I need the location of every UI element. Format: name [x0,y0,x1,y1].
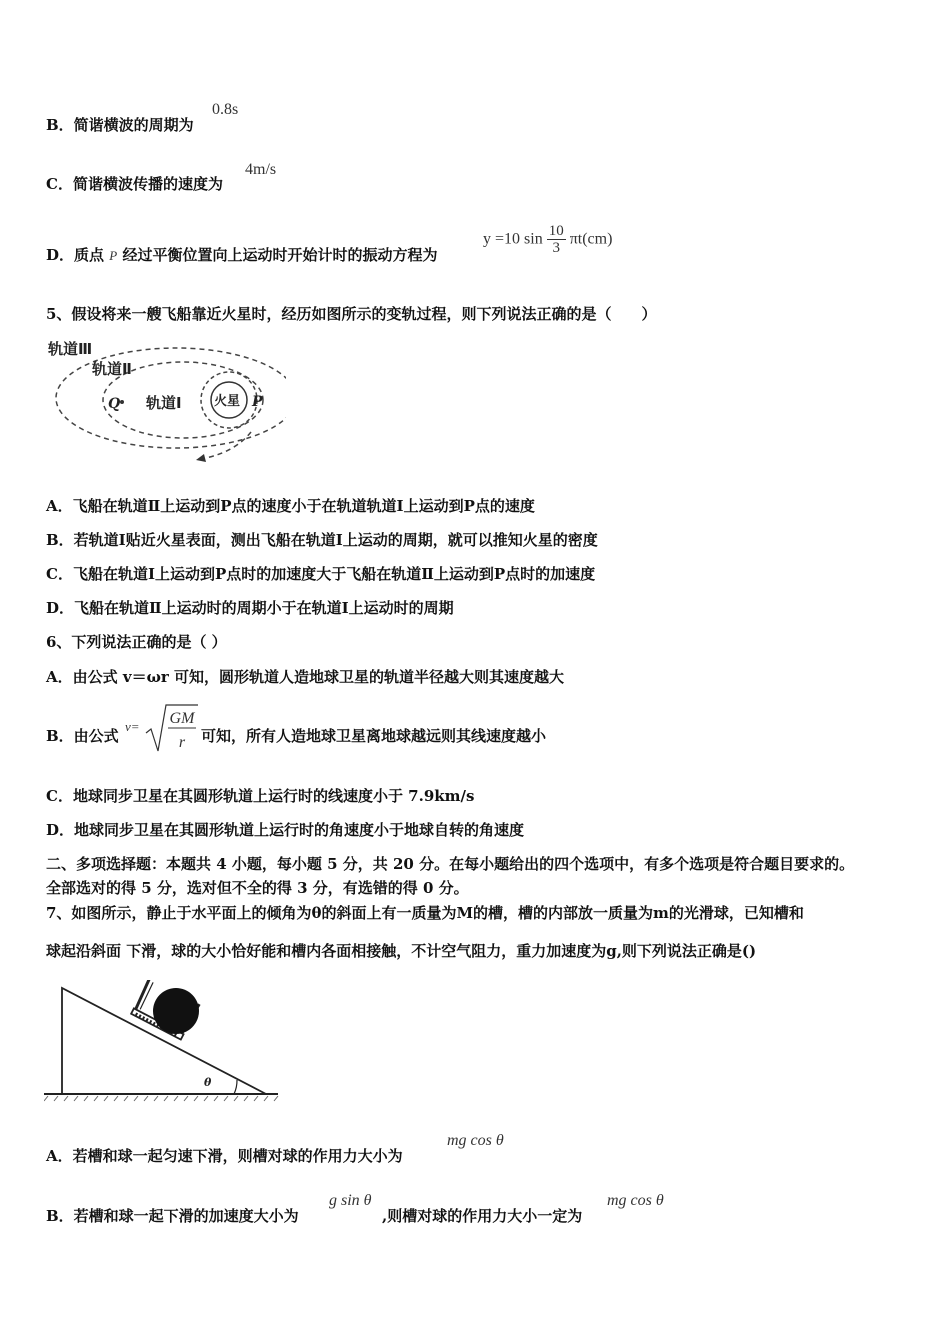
point-q [120,400,124,404]
planet-label: 火星 [214,394,241,409]
q7-option-b-math2: mg cos θ [607,1192,664,1209]
point-p-label: P [252,394,263,410]
q6-option-a: A．由公式 v＝ωr 可知，圆形轨道人造地球卫星的轨道半径越大则其速度越大 [46,668,564,686]
q6-option-d: D．地球同步卫星在其圆形轨道上运行时的角速度小于地球自转的角速度 [46,821,525,839]
q6-stem: 6、下列说法正确的是（ ） [46,633,227,651]
q6-option-b-formula [125,703,200,753]
arrow-head [196,454,206,462]
q5-option-c: C．飞船在轨道I上运动到P点时的加速度大于飞船在轨道Ⅱ上运动到P点时的加速度 [46,565,596,583]
orbit-1-label: 轨道Ⅰ [146,394,182,412]
q7-option-a-label: A．若槽和球一起匀速下滑，则槽对球的作用力大小为 [46,1147,403,1165]
sqrt-fraction [144,703,200,753]
q7-stem-line2: 球起沿斜面 下滑，球的大小恰好能和槽内各面相接触，不计空气阻力，重力加速度为g,则下列说法正确是() [46,942,757,960]
ground-hatch [44,1096,278,1101]
q4-option-d-var: P [109,248,118,263]
q6-option-b-rest: 可知，所有人造地球卫星离地球越远则其线速度越小 [201,727,547,745]
fraction-numerator: 10 [548,223,564,239]
q7-stem-line1: 7、如图所示，静止于水平面上的倾角为θ的斜面上有一质量为M的槽，槽的内部放一质量为m的光滑球，已知槽和 [46,904,804,922]
q7-option-b-label2: ,则槽对球的作用力大小一定为 [382,1207,583,1225]
section2-line2: 全部选对的得 5 分，选对但不全的得 3 分，有选错的得 0 分。 [46,879,469,897]
q4-option-b-label: B．简谐横波的周期为 [46,116,194,134]
q4-option-c-math: 4m/s [245,161,277,178]
ball [153,988,199,1034]
orbit-3-label: 轨道Ⅲ [48,340,93,358]
orbit-figure [46,336,286,466]
q7-option-b [46,1206,299,1226]
q5-option-a: A．飞船在轨道Ⅱ上运动到P点的速度小于在轨道轨道Ⅰ上运动到P点的速度 [46,497,535,515]
q7-option-a-math: mg cos θ [447,1132,504,1149]
section2-line1: 二、多项选择题：本题共 4 小题，每小题 5 分，共 20 分。在每小题给出的四个选项中，有多个选项是符合题目要求的。 [46,855,855,873]
equation-fraction [547,223,566,256]
angle-arc [234,1080,237,1094]
q4-option-d-label2: 经过平衡位置向上运动时开始计时的振动方程为 [122,246,438,264]
q4-option-d-equation [483,223,612,256]
q6-option-b [46,726,119,746]
q4-option-d [46,245,437,266]
q5-stem: 5、假设将来一艘飞船靠近火星时，经历如图所示的变轨过程，则下列说法正确的是（ ） [46,305,657,323]
point-q-label: Q [108,396,121,412]
q4-option-b-math: 0.8s [212,101,239,118]
q4-option-c [46,174,223,194]
angle-label: θ [204,1076,212,1089]
orbit-2-label: 轨道Ⅱ [92,360,132,378]
formula-v: v= [125,719,140,734]
q7-option-b-label: B．若槽和球一起下滑的加速度大小为 [46,1207,299,1225]
q4-option-d-label: D．质点 [46,246,105,264]
q4-option-b [46,115,194,135]
q5-option-b: B．若轨道I贴近火星表面，测出飞船在轨道I上运动的周期，就可以推知火星的密度 [46,531,598,549]
q7-option-a [46,1146,403,1166]
equation-post: πt(cm) [569,230,613,248]
q4-option-c-label: C．简谐横波传播的速度为 [46,175,223,193]
sqrt-numerator: GM [169,710,194,727]
fraction-denominator: 3 [552,240,560,256]
q5-option-d: D．飞船在轨道Ⅱ上运动时的周期小于在轨道I上运动时的周期 [46,599,454,617]
q6-option-b-label: B．由公式 [46,727,119,745]
equation-pre: y =10 sin [483,230,543,248]
sqrt-denominator: r [178,734,185,751]
q6-option-c: C．地球同步卫星在其圆形轨道上运行时的线速度小于 7.9km/s [46,787,475,805]
q7-option-b-math1: g sin θ [329,1192,372,1209]
incline-figure [44,980,280,1104]
